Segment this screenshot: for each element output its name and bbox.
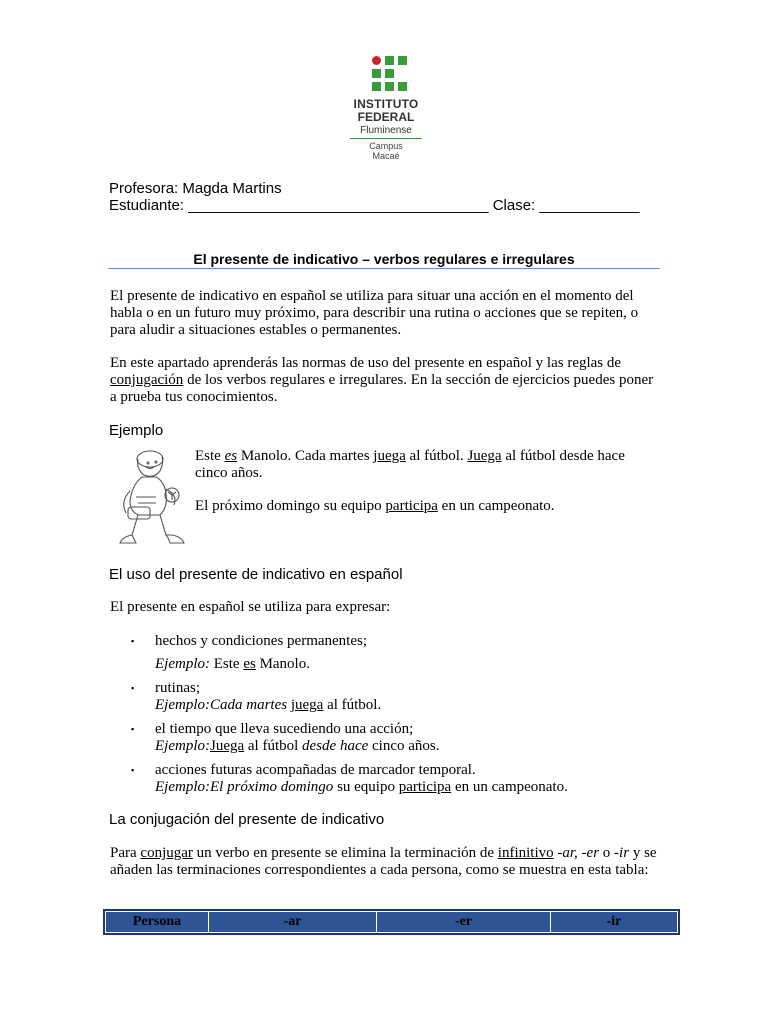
infinitivo-link[interactable]: infinitivo [497,845,554,861]
soccer-player-illustration [108,445,186,549]
logo-line-4: Campus [369,141,403,151]
logo-red-dot [372,56,381,65]
logo-line-3: Fluminense [360,125,412,136]
example-heading: Ejemplo [109,422,164,439]
logo-grid-icon [372,56,408,92]
example-sentence-1: Este es Manolo. Cada martes juega al fútbol. Juega al fútbol desde hace cinco años. [195,448,625,481]
logo-line-5: Macaé [372,151,400,161]
uso-intro: El presente en español se utiliza para expresar: [110,599,391,615]
use-item-2: rutinas; [155,680,200,696]
bullet-icon: ▪ [131,683,135,693]
conjugacion-heading: La conjugación del presente de indicativo [109,811,385,828]
bullet-icon: ▪ [131,765,135,775]
conjugacion-paragraph: Para conjugar un verbo en presente se elimina la terminación de infinitivo -ar, -er o -ir y se añaden las terminaciones correspondientes a cada persona, como se muestra en esta tabla: [110,845,657,878]
student-line: Estudiante: ____________________________________ Clase: ____________ [109,197,640,214]
institution-logo [344,52,428,164]
use-item-2-example: Ejemplo:Cada martes juega al fútbol. [155,697,382,713]
use-item-4: acciones futuras acompañadas de marcador temporal. [155,762,476,778]
use-item-1: hechos y condiciones permanentes; [155,633,368,649]
teacher-name: Profesora: Magda Martins [109,180,282,197]
table-header-cell: -ir [551,912,678,933]
intro-paragraph-2: En este apartado aprenderás las normas de uso del presente en español y las reglas de conjugación de los verbos regulares e irregulares. En la sección de ejercicios puedes poner a prueba tus conocimientos. [110,355,654,405]
bullet-icon: ▪ [131,724,135,734]
example-sentence-2: El próximo domingo su equipo participa en un campeonato. [195,498,555,514]
conjugation-table [105,911,678,933]
title-divider [108,268,660,269]
use-item-3: el tiempo que lleva sucediendo una acción; [155,721,414,737]
use-item-1-example: Ejemplo: Este es Manolo. [155,656,310,672]
logo-line-2: FEDERAL [357,110,415,124]
use-item-3-example: Ejemplo:Juega al fútbol desde hace cinco años. [155,738,440,754]
use-item-4-example: Ejemplo:El próximo domingo su equipo participa en un campeonato. [155,779,568,795]
table-header-cell: Persona [106,912,209,933]
bullet-icon: ▪ [131,636,135,646]
table-header-row [106,912,678,933]
document-title: El presente de indicativo – verbos regulares e irregulares [193,251,575,267]
intro-paragraph-1: El presente de indicativo en español se utiliza para situar una acción en el momento del habla o en un futuro muy próximo, para describir una rutina o acciones que se repiten, o para aludir a situaciones estables o permanentes. [110,288,639,338]
logo-line-1: INSTITUTO [353,97,419,111]
conjugacion-link[interactable]: conjugación [110,372,184,388]
table-header-cell: -er [377,912,551,933]
conjugar-link[interactable]: conjugar [140,845,193,861]
table-header-cell: -ar [209,912,377,933]
logo-divider [350,138,422,139]
uso-heading: El uso del presente de indicativo en español [109,566,403,583]
